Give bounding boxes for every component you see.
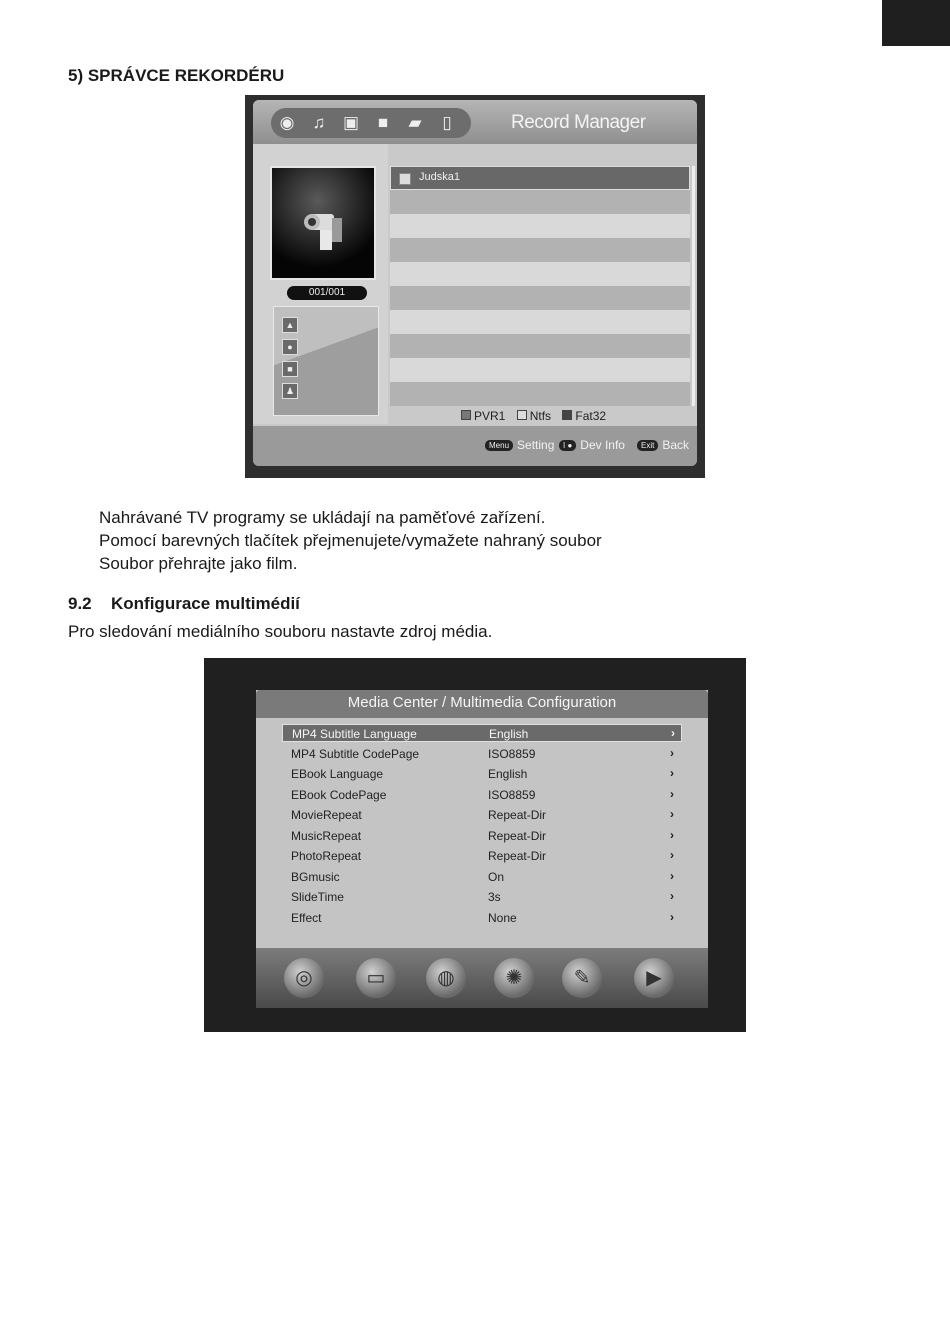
folder-icon[interactable]: ▰	[408, 113, 422, 132]
page-corner-tab	[882, 0, 950, 46]
play-icon[interactable]: ◉	[279, 113, 295, 132]
row-value: Repeat-Dir	[488, 808, 547, 822]
row-label: MP4 Subtitle CodePage	[291, 746, 420, 761]
subsection-heading	[68, 594, 300, 614]
paragraph-line: Pomocí barevných tlačítek přejmenujete/vymažete nahraný soubor	[99, 531, 602, 550]
empty-row	[390, 334, 690, 358]
record-manager-window	[253, 100, 697, 466]
empty-row	[390, 382, 690, 406]
music-icon[interactable]: ♫	[312, 113, 326, 132]
config-row[interactable]	[282, 847, 682, 865]
globe-icon[interactable]: ◎	[284, 958, 324, 998]
chevron-right-icon[interactable]: ›	[670, 786, 674, 801]
row-label: EBook Language	[291, 767, 384, 781]
section-title: 5) SPRÁVCE REKORDÉRU	[68, 66, 285, 85]
file-icon	[399, 173, 411, 185]
legend-fat32: Fat32	[575, 409, 607, 423]
config-row[interactable]	[282, 806, 682, 824]
camcorder-preview	[270, 166, 376, 280]
menu-key: Menu	[485, 440, 513, 451]
row-label: MovieRepeat	[291, 808, 362, 822]
empty-row	[390, 214, 690, 238]
chevron-right-icon[interactable]: ›	[670, 827, 674, 842]
chevron-right-icon[interactable]: ›	[670, 848, 674, 862]
media-icon-bar	[271, 108, 471, 138]
preview-pane	[253, 144, 388, 424]
config-title: Media Center / Multimedia Configuration	[347, 694, 617, 711]
row-value: Repeat-Dir	[488, 849, 547, 863]
empty-row	[390, 310, 690, 334]
media-play-icon[interactable]: ▶	[634, 958, 674, 998]
config-row[interactable]	[282, 827, 682, 845]
row-value: 3s	[488, 890, 501, 904]
help-bar	[253, 426, 697, 466]
empty-row	[390, 358, 690, 382]
list-item[interactable]	[390, 166, 690, 190]
row-value: English	[488, 767, 528, 781]
config-row[interactable]	[282, 724, 682, 742]
row-label: MusicRepeat	[291, 828, 362, 843]
fat32-color-icon	[562, 410, 572, 420]
camera-icon[interactable]: ■	[377, 113, 389, 132]
paragraph-line: Nahrávané TV programy se ukládají na paměťové zařízení.	[99, 508, 546, 527]
chevron-right-icon[interactable]: ›	[670, 868, 674, 883]
config-panel	[256, 690, 708, 950]
user-thumb-icon[interactable]: ●	[282, 339, 298, 355]
file-name: Judska1	[419, 171, 460, 183]
filesystem-legend	[453, 409, 606, 423]
empty-row	[390, 190, 690, 214]
chevron-right-icon[interactable]: ›	[670, 807, 674, 821]
help-dev-info-label: Dev Info	[580, 438, 625, 452]
row-value: ISO8859	[488, 746, 536, 761]
config-row[interactable]	[282, 888, 682, 906]
config-row[interactable]	[282, 868, 682, 886]
row-label: BGmusic	[291, 869, 340, 884]
paragraph-line: Soubor přehrajte jako film.	[99, 554, 298, 573]
row-value: English	[489, 727, 529, 741]
info-key: I ●	[559, 440, 576, 451]
help-setting-label: Setting	[517, 438, 555, 452]
file-counter: 001/001	[287, 286, 367, 300]
photo-icon[interactable]: ▣	[342, 113, 360, 132]
chevron-right-icon[interactable]: ›	[670, 766, 674, 780]
description-paragraph	[99, 506, 602, 575]
config-row[interactable]	[282, 745, 682, 763]
row-label: MP4 Subtitle Language	[292, 727, 417, 741]
gear-icon[interactable]: ✺	[494, 958, 534, 998]
list-scrollbar[interactable]	[692, 166, 695, 406]
camcorder-icon	[302, 196, 348, 256]
config-header	[256, 690, 708, 718]
help-back-label: Back	[662, 438, 690, 452]
chevron-right-icon[interactable]: ›	[670, 909, 674, 924]
empty-row	[390, 262, 690, 286]
chevron-right-icon[interactable]: ›	[670, 745, 674, 760]
legend-pvr: PVR1	[474, 409, 506, 423]
tv-icon[interactable]: ▭	[356, 958, 396, 998]
help-back[interactable]	[637, 438, 689, 452]
ntfs-color-icon	[517, 410, 527, 420]
row-value: On	[488, 869, 505, 884]
row-label: EBook CodePage	[291, 787, 387, 802]
row-label: PhotoRepeat	[291, 849, 362, 863]
help-setting[interactable]	[485, 438, 554, 452]
recording-list	[390, 166, 690, 406]
record-manager-title: Record Manager	[511, 112, 646, 133]
device-thumbnails	[273, 306, 379, 416]
config-row[interactable]	[282, 909, 682, 927]
row-value: ISO8859	[488, 787, 536, 802]
chevron-right-icon[interactable]: ›	[670, 889, 674, 903]
row-label: SlideTime	[291, 890, 344, 904]
empty-row	[390, 286, 690, 310]
row-label: Effect	[291, 910, 322, 925]
subsection-number: 9.2	[68, 594, 92, 613]
multimedia-config-screenshot	[204, 658, 746, 1032]
intro-text: Pro sledování mediálního souboru nastavte zdroj média.	[68, 622, 493, 641]
chevron-right-icon[interactable]: ›	[671, 726, 675, 740]
record-manager-header	[253, 100, 697, 144]
photo-thumb-icon[interactable]: ▲	[282, 317, 298, 333]
tools-icon[interactable]: ✎	[562, 958, 602, 998]
config-row[interactable]	[282, 765, 682, 783]
help-dev-info[interactable]	[559, 438, 625, 452]
info-icon[interactable]: ▯	[442, 113, 452, 132]
record-manager-screenshot	[245, 95, 705, 478]
row-value: Repeat-Dir	[488, 828, 547, 843]
film-icon[interactable]: ◍	[426, 958, 466, 998]
empty-row	[390, 238, 690, 262]
legend-ntfs: Ntfs	[529, 409, 552, 423]
person-thumb-icon[interactable]: ♟	[282, 383, 298, 399]
config-row[interactable]	[282, 786, 682, 804]
exit-key: Exit	[637, 440, 658, 451]
disk-thumb-icon[interactable]: ■	[282, 361, 298, 377]
pvr-color-icon	[461, 410, 471, 420]
subsection-title: Konfigurace multimédií	[111, 594, 300, 613]
row-value: None	[488, 910, 517, 925]
